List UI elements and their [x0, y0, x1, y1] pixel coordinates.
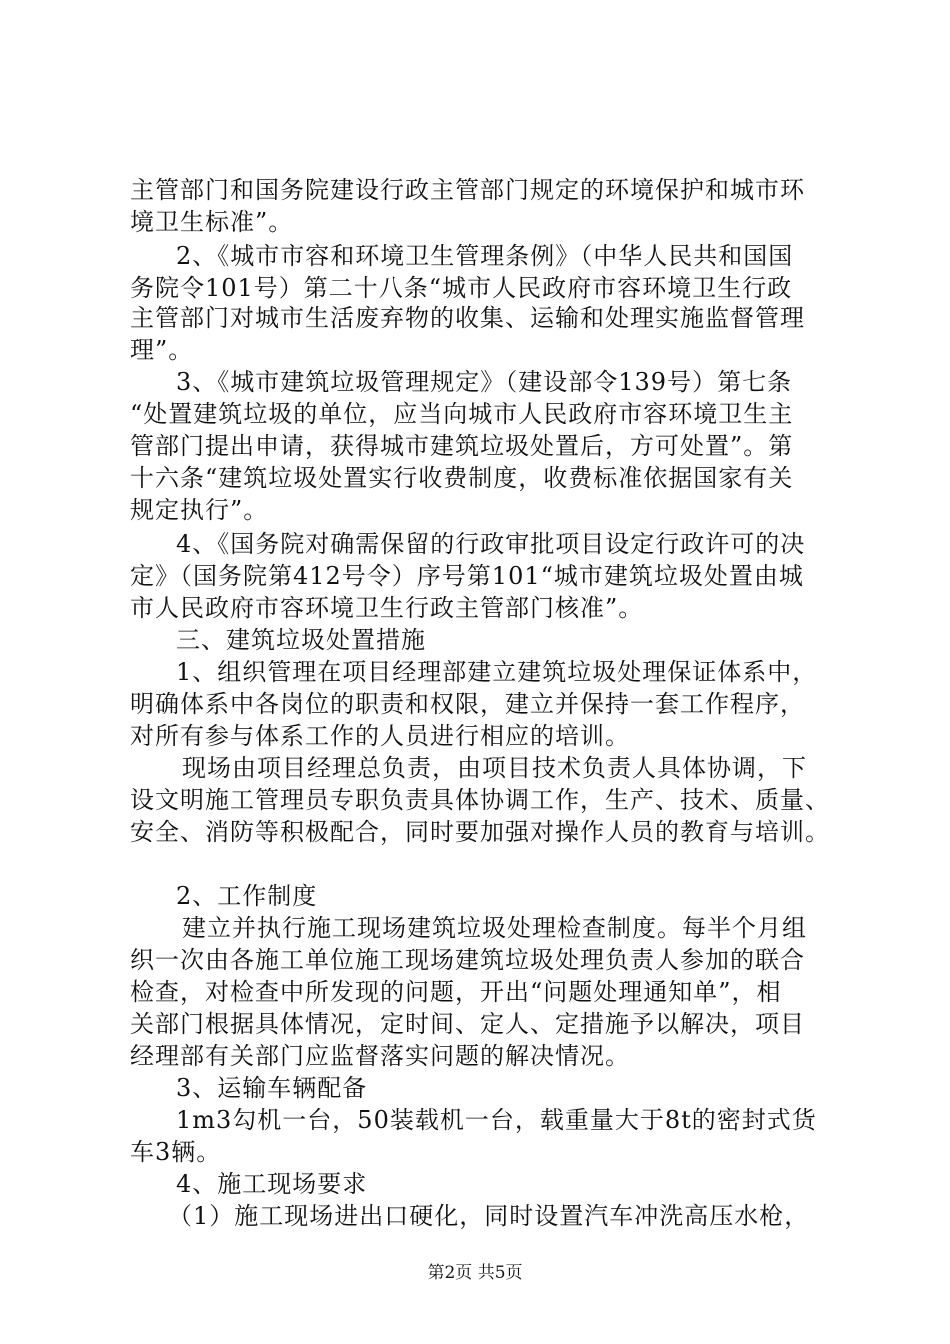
text-line: 现场由项目经理总负责，由项目技术负责人具体协调，下: [182, 754, 807, 782]
text-line: 4、《国务院对确需保留的行政审批项目设定行政许可的决: [176, 530, 806, 558]
text-line: 务院令101号）第二十八条“城市人民政府市容环境卫生行政: [130, 274, 793, 302]
text-line: 2、《城市市容和环境卫生管理条例》（中华人民共和国国: [176, 242, 794, 270]
subsection-heading: 3、运输车辆配备: [176, 1074, 368, 1102]
text-line: 对所有参与体系工作的人员进行相应的培训。: [130, 722, 630, 750]
text-line: 织一次由各施工单位施工现场建筑垃圾处理负责人参加的联合: [130, 946, 805, 974]
text-line: 明确体系中各岗位的职责和权限，建立并保持一套工作程序，: [130, 690, 805, 718]
text-line: 经理部有关部门应监督落实问题的解决情况。: [130, 1042, 630, 1070]
text-line: 3、《城市建筑垃圾管理规定》（建设部令139号）第七条: [176, 368, 793, 396]
subsection-heading: 2、工作制度: [176, 882, 318, 910]
text-line: 安全、消防等积极配合，同时要加强对操作人员的教育与培训。: [130, 818, 830, 846]
text-line: 检查，对检查中所发现的问题，开出“问题处理通知单”，相: [130, 978, 782, 1006]
text-line: 车3辆。: [130, 1138, 222, 1166]
page-number-footer: 第2页 共5页: [427, 1263, 523, 1283]
text-line: 市人民政府市容环境卫生行政主管部门核准”。: [130, 594, 644, 622]
text-line: 主管部门对城市生活废弃物的收集、运输和处理实施监督管理: [130, 304, 805, 332]
text-line: 境卫生标准”。: [130, 208, 294, 236]
text-line: 1m3勾机一台，50装载机一台，载重量大于8t的密封式货: [176, 1106, 817, 1134]
text-line: 建立并执行施工现场建筑垃圾处理检查制度。每半个月组: [182, 914, 807, 942]
text-line: 关部门根据具体情况，定时间、定人、定措施予以解决，项目: [130, 1010, 805, 1038]
text-line: 主管部门和国务院建设行政主管部门规定的环境保护和城市环: [130, 176, 805, 204]
text-line: 设文明施工管理员专职负责具体协调工作，生产、技术、质量、: [130, 786, 830, 814]
text-line: 十六条“建筑垃圾处置实行收费制度，收费标准依据国家有关: [130, 464, 794, 492]
text-line: 管部门提出申请，获得城市建筑垃圾处置后，方可处置”。第: [130, 432, 794, 460]
text-line: 理”。: [130, 336, 194, 364]
text-line: 1、组织管理在项目经理部建立建筑垃圾处理保证体系中，: [176, 658, 818, 686]
section-heading: 三、建筑垃圾处置措施: [176, 626, 426, 654]
text-line: “处置建筑垃圾的单位，应当向城市人民政府市容环境卫生主: [130, 400, 794, 428]
text-line: （1）施工现场进出口硬化，同时设置汽车冲洗高压水枪，: [168, 1202, 810, 1230]
subsection-heading: 4、施工现场要求: [176, 1170, 368, 1198]
text-line: 定》（国务院第412号令）序号第101“城市建筑垃圾处置由城: [130, 562, 804, 590]
text-line: 规定执行”。: [130, 496, 269, 524]
